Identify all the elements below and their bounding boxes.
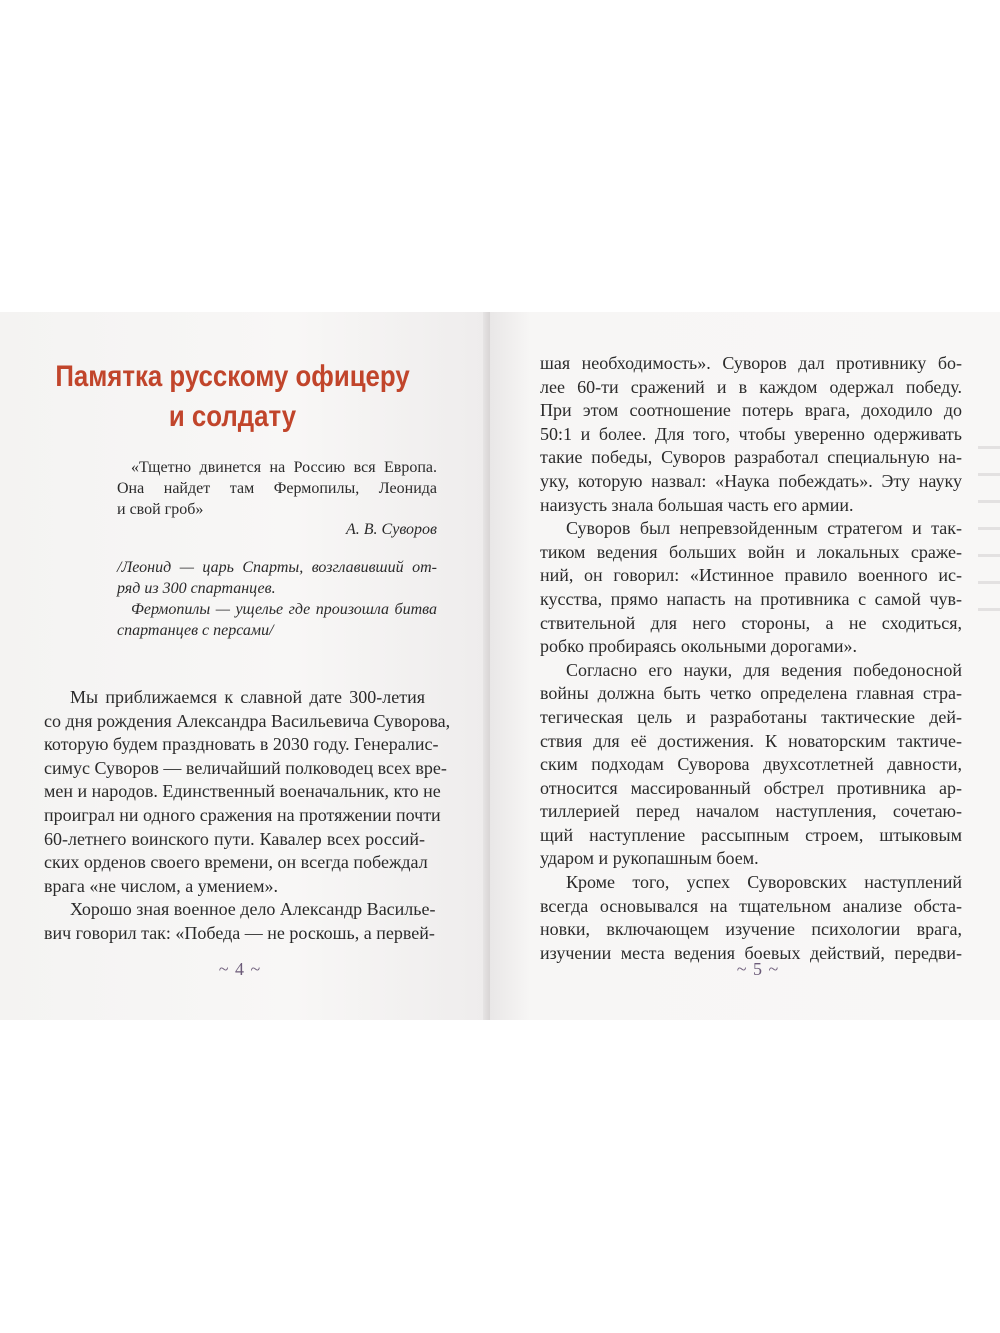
epigraph-quote xyxy=(117,457,437,520)
text-line: Согласно его науки, для ведения победоносной xyxy=(566,659,962,680)
text-line: войны должна быть четко определена главная стра- xyxy=(540,683,962,704)
epigraph-line: Она найдет там Фермопилы, Леонида xyxy=(117,480,437,497)
text-line: 50:1 и более. Для того, чтобы уверенно одерживать xyxy=(540,423,962,444)
right-body-text xyxy=(540,352,962,965)
note-line: Фермопилы — ущелье где произошла битва xyxy=(131,601,437,618)
text-line: наизусть знала большая часть его армии. xyxy=(540,494,854,515)
text-line: ским подходам Суворова двухсотлетней давности, xyxy=(540,754,962,775)
text-line: симус Суворов — величайший полководец всех вре- xyxy=(44,757,447,778)
text-line: уку, которую назвал: «Наука побеждать». Эту науку xyxy=(540,470,962,491)
note-line: спартанцев с персами/ xyxy=(117,622,274,639)
text-line: мен и народов. Единственный военачальник, кто не xyxy=(44,781,441,802)
title-line-2: и солдату xyxy=(168,400,297,433)
text-line: тегическая цель и разработаны тактические дей- xyxy=(540,706,962,727)
text-line: вич говорил так: «Победа — не роскошь, а первей- xyxy=(44,922,435,943)
epigraph-line: и свой гроб» xyxy=(117,501,204,518)
page-title xyxy=(33,357,433,437)
epigraph-line: «Тщетно двинется на Россию вся Европа. xyxy=(131,459,437,476)
text-line: ских орденов своего времени, он всегда побеждал xyxy=(44,852,428,873)
text-line: ствительной для него стороны, а не сходиться, xyxy=(540,612,962,633)
text-line: 60-летнего воинского пути. Кавалер всех россий- xyxy=(44,828,425,849)
text-line: со дня рождения Александра Васильевича Суворова, xyxy=(44,710,451,731)
left-body-text xyxy=(44,686,451,946)
text-line: ний, он говорил: «Истинное правило военного ис- xyxy=(540,565,962,586)
text-line: врага «не числом, а умением». xyxy=(44,875,278,896)
text-line: всегда основывался на тщательном анализе обста- xyxy=(540,895,962,916)
text-line: При этом соотношение потерь врага, доходило до xyxy=(540,400,962,421)
text-line: Мы приближаемся к славной дате 300-летия xyxy=(70,687,425,707)
text-line: проиграл ни одного сражения на протяжении почти xyxy=(44,804,441,825)
text-line: изучении места ведения боевых действий, передви- xyxy=(540,942,962,963)
text-line: такие победы, Суворов разработал специальную на- xyxy=(540,447,962,468)
epigraph-author: А. В. Суворов xyxy=(346,521,437,538)
note-line: /Леонид — царь Спарты, возглавивший от- xyxy=(117,559,437,576)
note-line: ряд из 300 спартанцев. xyxy=(117,580,276,597)
footnote-note xyxy=(117,557,437,641)
text-line: Кроме того, успех Суворовских наступлений xyxy=(566,872,962,893)
title-line-1: Памятка русскому офицеру xyxy=(55,360,410,393)
text-line: тиллерией перед началом наступления, сочетаю- xyxy=(540,801,962,822)
bleed-through-strip xyxy=(978,422,1000,682)
text-line: ствия для её достижения. К новаторским тактиче- xyxy=(540,730,962,751)
book-spread xyxy=(0,312,1000,1020)
text-line: кусства, прямо напасть на противника с самой чув- xyxy=(540,588,962,609)
text-line: тиком ведения больших войн и локальных сраже- xyxy=(540,541,962,562)
page-number: ~ 4 ~ xyxy=(218,959,262,979)
text-line: щий наступление рассыпным строем, штыковым xyxy=(540,824,962,845)
text-line: шая необходимость». Суворов дал противнику бо- xyxy=(540,353,962,373)
left-page xyxy=(0,312,490,1020)
text-line: ударом и рукопашным боем. xyxy=(540,848,759,869)
text-line: которую будем праздновать в 2030 году. Генералис- xyxy=(44,734,439,755)
text-line: Суворов был непревзойденным стратегом и так- xyxy=(566,518,962,539)
page-number: ~ 5 ~ xyxy=(736,959,780,979)
text-line: Хорошо зная военное дело Александр Василье- xyxy=(70,899,436,920)
text-line: новки, включающем изучение психологии врага, xyxy=(540,919,962,940)
text-line: робко пробираясь окольными дорогами». xyxy=(540,636,857,657)
text-line: относится массированный обстрел противника ар- xyxy=(540,777,962,798)
text-line: лее 60-ти сражений и в каждом одержал победу. xyxy=(540,376,962,397)
